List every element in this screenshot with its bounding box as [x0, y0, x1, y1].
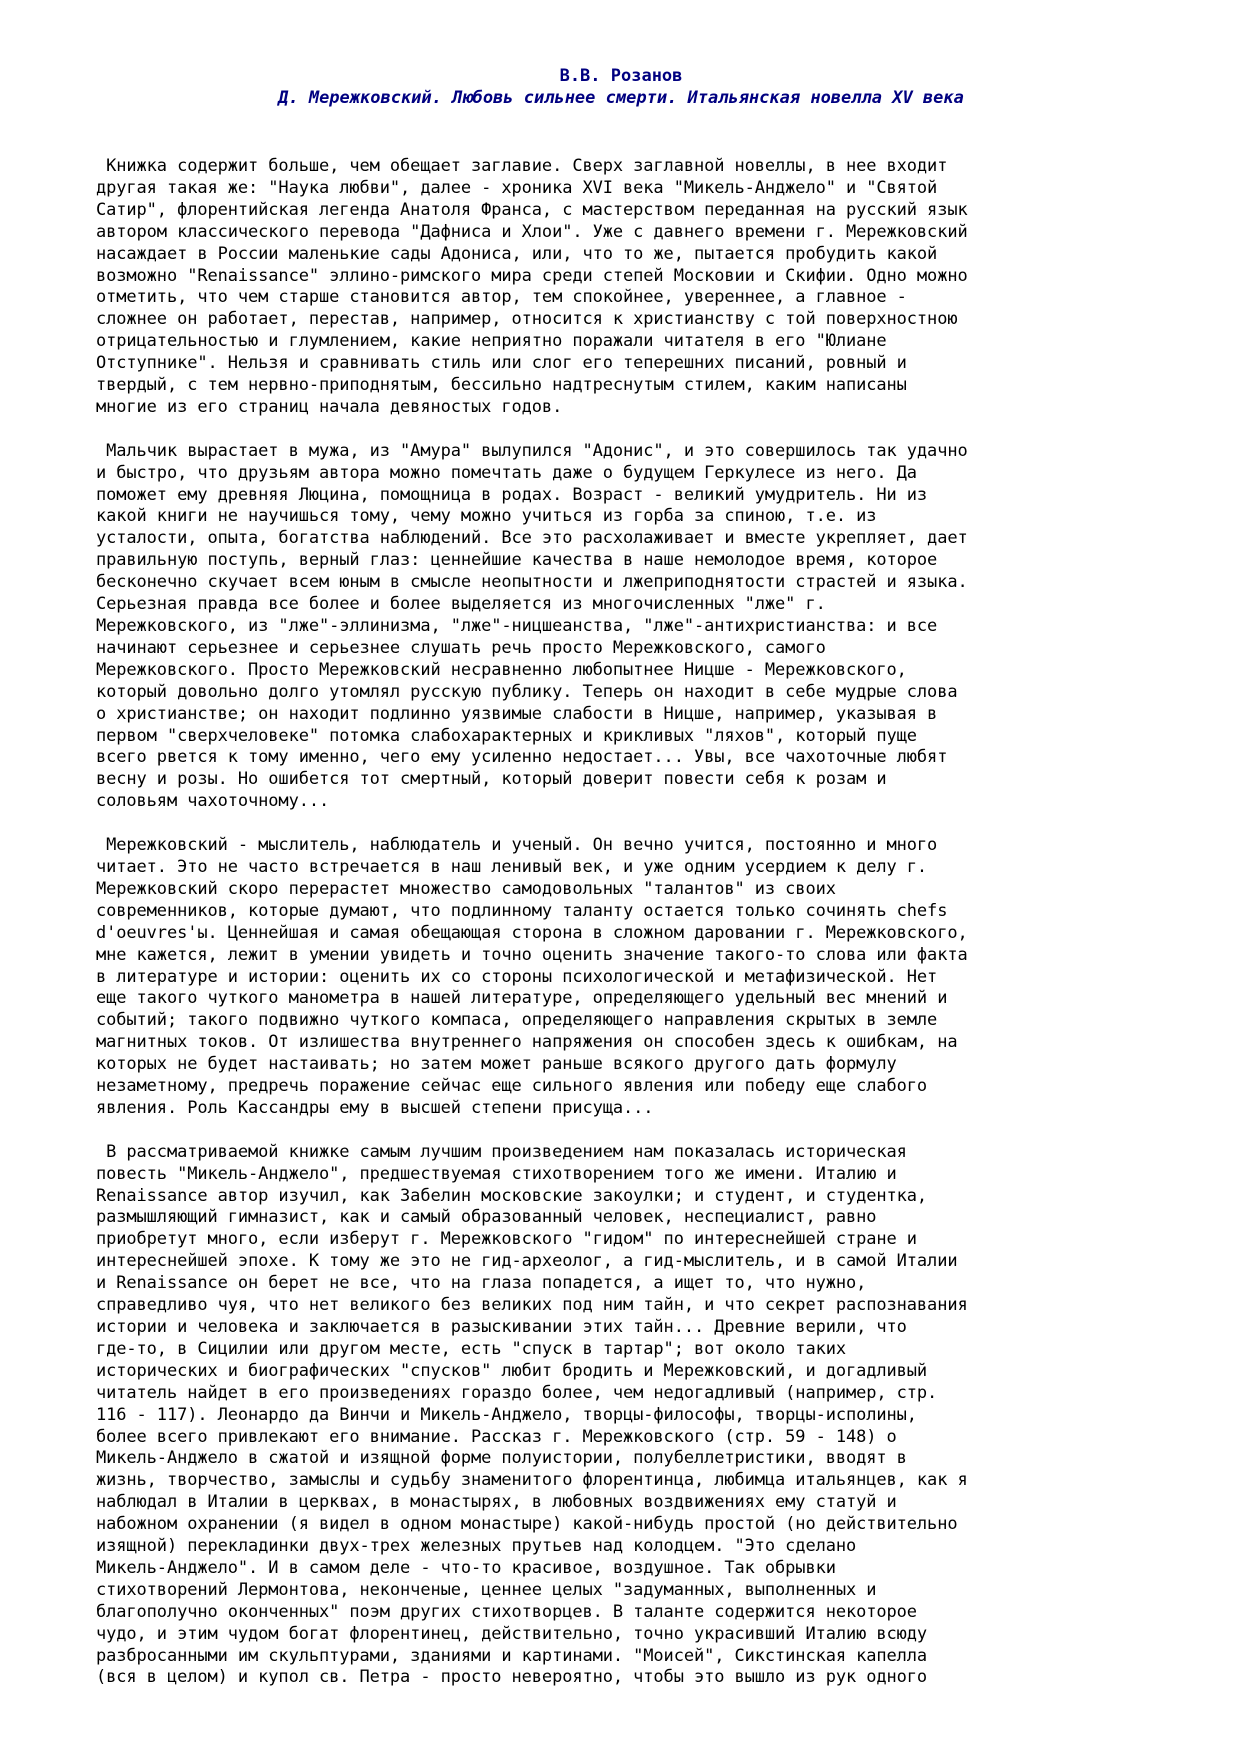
paragraph: Мережковский - мыслитель, наблюдатель и ученый. Он вечно учится, постоянно и много читает. Это не часто встречается в наш ленивый век, и уже одним усердием к делу г. Мережковский скоро перерастет множество самодовольных "талантов" из своих современников, которые думают, что подлинному таланту остается только сочинять chefs d'oeuvres'ы. Ценнейшая и самая обещающая сторона в сложном даровании г. Мережковского, мне кажется, лежит в умении увидеть и точно оценить значение такого-то слова или факта в литературе и истории: оценить их со стороны психологической и метафизической. Нет еще такого чуткого манометра в нашей литературе, определяющего удельный вес мнений и событий; такого подвижно чуткого компаса, определяющего направления скрытых в земле магнитных токов. От излишества внутреннего напряжения он способен здесь к ошибкам, на которых не будет настаивать; но затем может раньше всякого другого дать формулу незаметному, предречь поражение сейчас еще сильного явления или победу еще слабого явления. Роль Кассандры ему в высшей степени присуща...: [96, 835, 968, 1118]
paragraph: Мальчик вырастает в мужа, из "Амура" вылупился "Адонис", и это совершилось так удачно и быстро, что друзьям автора можно помечтать даже о будущем Геркулесе из него. Да поможет ему древняя Люцина, помощница в родах. Возраст - великий умудритель. Ни из какой книги не научишься тому, чему можно учиться из горба за спиною, т.е. из усталости, опыта, богатства наблюдений. Все это расхолаживает и вместе укрепляет, дает правильную поступь, верный глаз: ценнейшие качества в наше немолодое время, которое бесконечно скучает всем юным в смысле неопытности и лжеприподнятости страстей и языка. Серьезная правда все более и более выделяется из многочисленных "лже" г. Мережковского, из "лже"-эллинизма, "лже"-ницшеанства, "лже"-антихристианства: и все начинают серьезнее и серьезнее слушать речь просто Мережковского, самого Мережковского. Просто Мережковский несравненно любопытнее Ницше - Мережковского, который довольно долго утомлял русскую публику. Теперь он находит в себе мудрые слова о христианстве; он находит подлинно уязвимые слабости в Ницше, например, указывая в первом "сверхчеловеке" потомка слабохарактерных и крикливых "ляхов", который пуще всего рвется к тому именно, чего ему усиленно недостает... Увы, все чахоточные любят весну и розы. Но ошибется тот смертный, который доверит повести себя к розам и соловьям чахоточному...: [96, 440, 968, 812]
article-body: [96, 156, 1216, 1711]
article-title: Д. Мережковский. Любовь сильнее смерти. Итальянская новелла XV века: [278, 88, 964, 108]
paragraph: Книжка содержит больше, чем обещает заглавие. Сверх заглавной новеллы, в нее входит другая такая же: "Наука любви", далее - хроника XVI века "Микель-Анджело" и "Святой Сатир", флорентийская легенда Анатоля Франса, с мастерством переданная на русский язык автором классического перевода "Дафниса и Хлои". Уже с давнего времени г. Мережковский насаждает в России маленькие сады Адониса, или, что то же, пытается пробудить какой возможно "Renaissance" эллино-римского мира среди степей Московии и Скифии. Одно можно отметить, что чем старше становится автор, тем спокойнее, увереннее, а главное - сложнее он работает, перестав, например, относится к христианству с той поверхностною отрицательностью и глумлением, какие неприятно поражали читателя в его "Юлиане Отступнике". Нельзя и сравнивать стиль или слог его теперешних писаний, ровный и твердый, с тем нервно-приподнятым, бессильно надтреснутым стилем, каким написаны многие из его страниц начала девяностых годов.: [96, 156, 968, 417]
paragraph: В рассматриваемой книжке самым лучшим произведением нам показалась историческая повесть "Микель-Анджело", предшествуемая стихотворением того же имени. Италию и Renaissance автор изучил, как Забелин московские закоулки; и студент, и студентка, размышляющий гимназист, как и самый образованный человек, неспециалист, равно приобретут много, если изберут г. Мережковского "гидом" по интереснейшей стране и интереснейшей эпохе. К тому же это не гид-археолог, а гид-мыслитель, и в самой Италии и Renaissance он берет не все, что на глаза попадется, а ищет то, что нужно, справедливо чуя, что нет великого без великих под ним тайн, и что секрет распознавания истории и человека и заключается в разыскивании этих тайн... Древние верили, что где-то, в Сицилии или другом месте, есть "спуск в тартар"; вот около таких исторических и биографических "спусков" любит бродить и Мережковский, и догадливый читатель найдет в его произведениях гораздо более, чем недогадливый (например, стр. 116 - 117). Леонардо да Винчи и Микель-Анджело, творцы-философы, творцы-исполины, более всего привлекают его внимание. Рассказ г. Мережковского (стр. 59 - 148) о Микель-Анджело в сжатой и изящной форме полуистории, полубеллетристики, вводят в жизнь, творчество, замыслы и судьбу знаменитого флорентинца, любимца итальянцев, как я наблюдал в Италии в церквах, в монастырях, в любовных воздвижениях ему статуй и набожном охранении (я видел в одном монастыре) какой-нибудь простой (но действительно изящной) перекладинки двух-трех железных прутьев над колодцем. "Это сделано Микель-Анджело". И в самом деле - что-то красивое, воздушное. Так обрывки стихотворений Лермонтова, неконченые, ценнее целых "задуманных, выполненных и благополучно оконченных" поэм других стихотворцев. В таланте содержится некоторое чудо, и этим чудом богат флорентинец, действительно, точно украсивший Италию всюду разбросанными им скульптурами, зданиями и картинами. "Моисей", Сикстинская капелла (вся в целом) и купол св. Петра - просто невероятно, чтобы это вышло из рук одного: [96, 1141, 968, 1688]
author-heading: В.В. Розанов: [559, 66, 683, 86]
